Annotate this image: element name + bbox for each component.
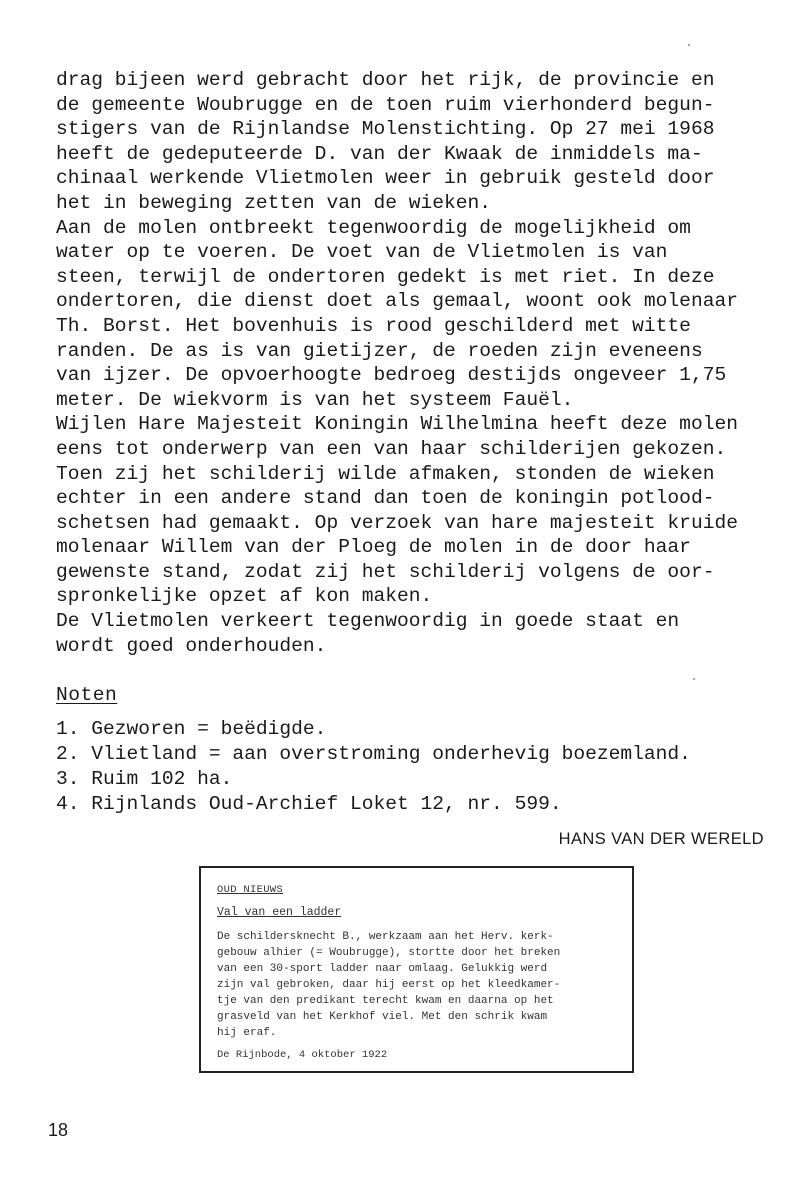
clipping-line: van een 30-sport ladder naar omlaag. Gelukkig werd bbox=[217, 963, 548, 975]
note-item: 2. Vlietland = aan overstroming onderhevig boezemland. bbox=[56, 743, 691, 765]
note-item: 1. Gezworen = beëdigde. bbox=[56, 718, 327, 740]
body-line: Wijlen Hare Majesteit Koningin Wilhelmina heeft deze molen bbox=[56, 413, 738, 436]
clipping-line: zijn val gebroken, daar hij eerst op het kleedkamer- bbox=[217, 979, 561, 991]
body-line: de gemeente Woubrugge en de toen ruim vierhonderd begun- bbox=[56, 93, 715, 116]
body-line: heeft de gedeputeerde D. van der Kwaak de inmiddels ma- bbox=[56, 142, 703, 165]
body-line: Toen zij het schilderij wilde afmaken, stonden de wieken bbox=[56, 462, 715, 485]
body-line: De Vlietmolen verkeert tegenwoordig in goede staat en bbox=[56, 610, 680, 633]
news-clipping-box bbox=[199, 866, 634, 1073]
clipping-line: gebouw alhier (= Woubrugge), stortte door het breken bbox=[217, 947, 561, 959]
scan-speck bbox=[693, 678, 695, 680]
clipping-subtitle: Val van een ladder bbox=[217, 906, 342, 919]
clipping-line: tje van den predikant terecht kwam en daarna op het bbox=[217, 995, 554, 1007]
body-line: molenaar Willem van der Ploeg de molen in de door haar bbox=[56, 536, 691, 559]
body-line: echter in een andere stand dan toen de koningin potlood- bbox=[56, 487, 715, 510]
body-line: het in beweging zetten van de wieken. bbox=[56, 191, 492, 214]
body-line: drag bijeen werd gebracht door het rijk, de provincie en bbox=[56, 69, 715, 91]
body-text bbox=[56, 68, 786, 658]
note-item: 4. Rijnlands Oud-Archief Loket 12, nr. 599. bbox=[56, 793, 562, 815]
body-line: chinaal werkende Vlietmolen weer in gebruik gesteld door bbox=[56, 167, 715, 190]
body-line: spronkelijke opzet af kon maken. bbox=[56, 585, 433, 608]
body-line: eens tot onderwerp van een van haar schilderijen gekozen. bbox=[56, 437, 727, 460]
clipping-line: De schildersknecht B., werkzaam aan het Herv. kerk- bbox=[217, 931, 554, 943]
clipping-text bbox=[217, 929, 616, 1041]
clipping-source: De Rijnbode, 4 oktober 1922 bbox=[217, 1049, 388, 1061]
body-line: steen, terwijl de ondertoren gedekt is met riet. In deze bbox=[56, 265, 715, 288]
body-line: gewenste stand, zodat zij het schilderij volgens de oor- bbox=[56, 560, 715, 583]
body-line: Th. Borst. Het bovenhuis is rood geschilderd met witte bbox=[56, 314, 691, 337]
scan-speck bbox=[688, 44, 690, 46]
body-line: randen. De as is van gietijzer, de roeden zijn eveneens bbox=[56, 339, 703, 362]
page-number: 18 bbox=[48, 1120, 69, 1140]
body-line: schetsen had gemaakt. Op verzoek van hare majesteit kruide bbox=[56, 511, 738, 534]
body-line: ondertoren, die dienst doet als gemaal, woont ook molenaar bbox=[56, 290, 738, 313]
body-line: van ijzer. De opvoerhoogte bedroeg destijds ongeveer 1,75 bbox=[56, 364, 727, 387]
body-line: meter. De wiekvorm is van het systeem Fauël. bbox=[56, 388, 574, 411]
notes-list bbox=[56, 717, 691, 817]
body-line: stigers van de Rijnlandse Molenstichting. Op 27 mei 1968 bbox=[56, 118, 715, 141]
notes-heading: Noten bbox=[56, 684, 118, 706]
body-line: wordt goed onderhouden. bbox=[56, 634, 327, 657]
body-line: Aan de molen ontbreekt tegenwoordig de mogelijkheid om bbox=[56, 216, 691, 239]
author-name: HANS VAN DER WERELD bbox=[558, 830, 764, 848]
note-item: 3. Ruim 102 ha. bbox=[56, 768, 233, 790]
clipping-line: grasveld van het Kerkhof viel. Met den schrik kwam bbox=[217, 1011, 548, 1023]
clipping-title: OUD NIEUWS bbox=[217, 884, 284, 896]
body-line: water op te voeren. De voet van de Vlietmolen is van bbox=[56, 241, 668, 264]
clipping-line: hij eraf. bbox=[217, 1027, 277, 1039]
